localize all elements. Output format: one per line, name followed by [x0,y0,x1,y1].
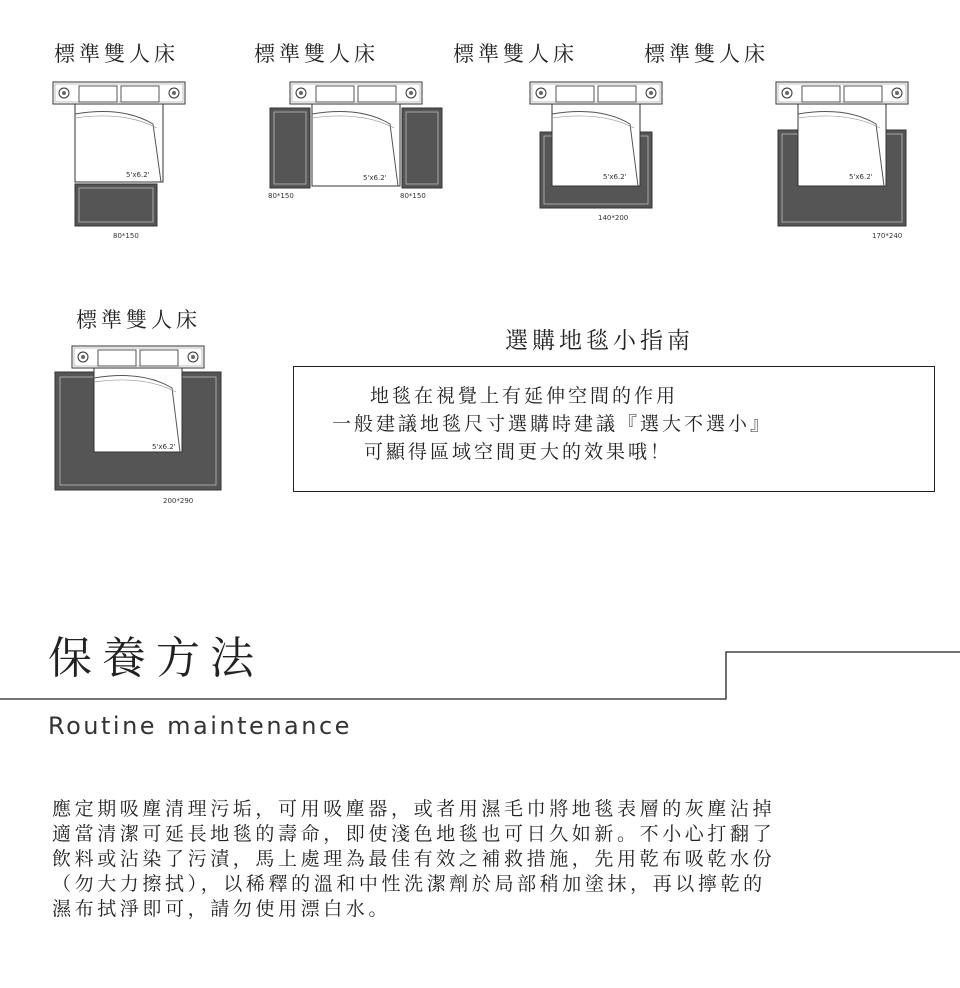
bed-size-label: 5'x6.2' [849,173,873,181]
rug-right-size-label: 80*150 [400,192,426,200]
bed-size-label: 5'x6.2' [126,171,150,179]
rug-size-label: 170*240 [872,232,903,240]
diagram-3-title: 標準雙人床 [453,42,578,66]
guide-title: 選購地毯小指南 [505,328,694,354]
section-subtitle: Routine maintenance [48,712,352,740]
bed-headboard [530,82,662,104]
bed-size-label: 5'x6.2' [152,443,176,451]
guide-line-1: 地毯在視覺上有延伸空間的作用 [370,385,679,407]
body-line-2: 適當清潔可延長地毯的壽命，即使淺色地毯也可日久如新。不小心打翻了 [52,823,776,845]
bed-mattress [75,104,163,182]
rug-size-label: 80*150 [113,232,139,240]
rug [75,184,157,226]
diagram-5-title: 標準雙人床 [76,308,201,332]
guide-line-3: 可顯得區域空間更大的效果哦！ [364,441,673,463]
body-line-4: （勿大力擦拭），以稀釋的溫和中性洗潔劑於局部稍加塗抹，再以擰乾的 [52,873,766,895]
section-divider [0,646,960,706]
section-title: 保養方法 [48,633,264,684]
diagram-1-title: 標準雙人床 [54,42,179,66]
guide-box [293,366,935,492]
bed-diagram-4 [776,82,916,242]
rug-right [402,108,442,188]
rug-left-size-label: 80*150 [268,192,294,200]
bed-headboard [776,82,908,104]
bed-diagram-1 [53,82,193,246]
bed-headboard [290,82,422,104]
bed-headboard [53,82,185,104]
bed-mattress [312,104,400,186]
diagram-4-title: 標準雙人床 [644,42,769,66]
guide-line-2: 一般建議地毯尺寸選購時建議『選大不選小』 [332,413,773,435]
body-line-3: 飲料或沾染了污漬，馬上處理為最佳有效之補救措施，先用乾布吸乾水份 [52,848,776,870]
bed-size-label: 5'x6.2' [363,174,387,182]
bed-mattress [798,104,886,186]
rug-size-label: 140*200 [598,214,629,222]
bed-size-label: 5'x6.2' [603,173,627,181]
bed-diagram-5 [55,346,235,510]
rug-size-label: 200*290 [163,497,194,505]
bed-mattress [552,104,640,186]
rug-left [270,108,310,188]
bed-diagram-2 [266,82,446,204]
bed-diagram-3 [530,82,670,226]
maintenance-body [52,797,932,922]
bed-headboard [72,346,204,368]
body-line-5: 濕布拭淨即可，請勿使用漂白水。 [52,898,392,920]
body-line-1: 應定期吸塵清理污垢，可用吸塵器，或者用濕毛巾將地毯表層的灰塵沾掉 [52,798,776,820]
bed-mattress [94,368,182,452]
diagram-2-title: 標準雙人床 [254,42,379,66]
